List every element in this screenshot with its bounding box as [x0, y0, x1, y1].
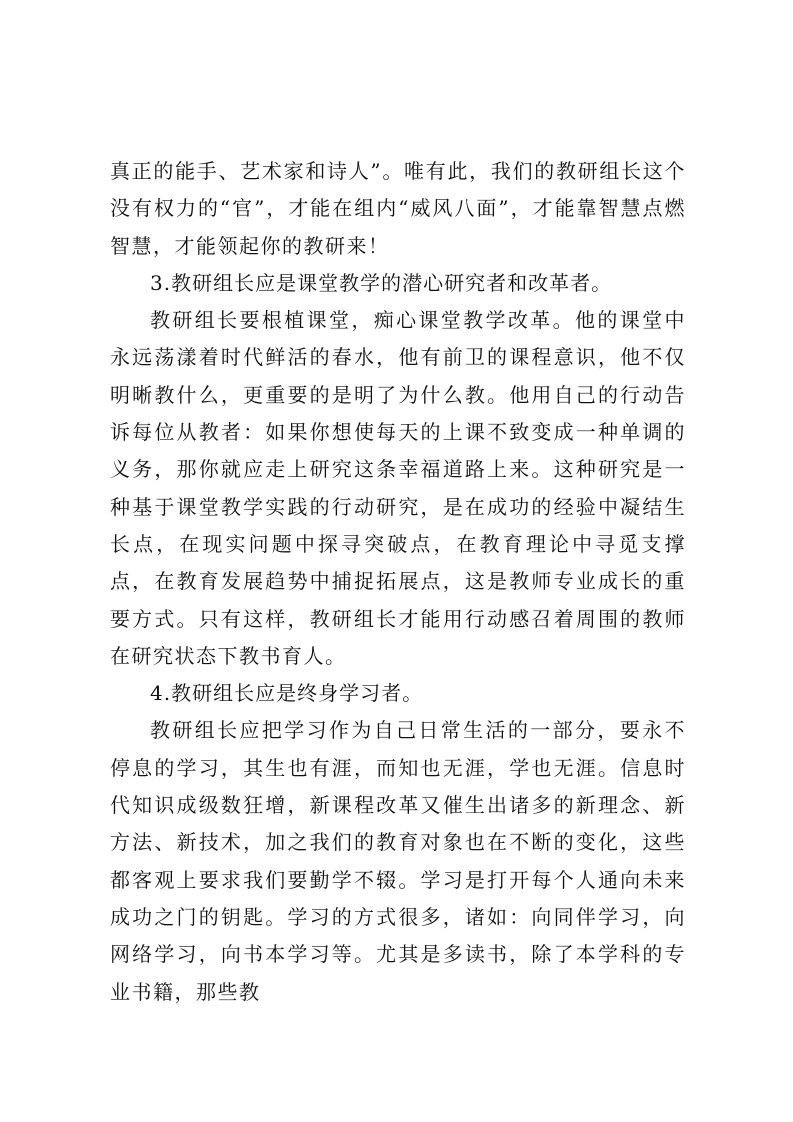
document-body [110, 153, 686, 1011]
paragraph-section-4: 教研组长应把学习作为自己日常生活的一部分，要永不停息的学习，其生也有涯，而知也无涯，学也无涯。信息时代知识成级数狂增，新课程改革又催生出诸多的新理念、新方法、新技术，加之我们的教育对象也在不断的变化，这些都客观上要求我们要勤学不辍。学习是打开每个人通向未来成功之门的钥匙。学习的方式很多，诸如：向同伴学习，向网络学习，向书本学习等。尤其是多读书，除了本学科的专业书籍，那些教 [110, 718, 686, 1004]
section-heading-4: 4.教研组长应是终身学习者。 [150, 681, 424, 706]
section-heading-3: 3.教研组长应是课堂教学的潜心研究者和改革者。 [150, 270, 613, 295]
paragraph-continuation: 真正的能手、艺术家和诗人”。唯有此，我们的教研组长这个没有权力的“官”，才能在组内“威风八面”，才能靠智慧点燃智慧，才能领起你的教研来！ [110, 159, 686, 258]
paragraph-section-3: 教研组长要根植课堂，痴心课堂教学改革。他的课堂中永远荡漾着时代鲜活的春水，他有前卫的课程意识，他不仅明晰教什么，更重要的是明了为什么教。他用自己的行动告诉每位从教者：如果你想使每天的上课不致变成一种单调的义务，那你就应走上研究这条幸福道路上来。这种研究是一种基于课堂教学实践的行动研究，是在成功的经验中凝结生长点，在现实问题中探寻突破点，在教育理论中寻觅支撑点，在教育发展趋势中捕捉拓展点，这是教师专业成长的重要方式。只有这样，教研组长才能用行动感召着周围的教师在研究状态下教书育人。 [110, 308, 686, 668]
